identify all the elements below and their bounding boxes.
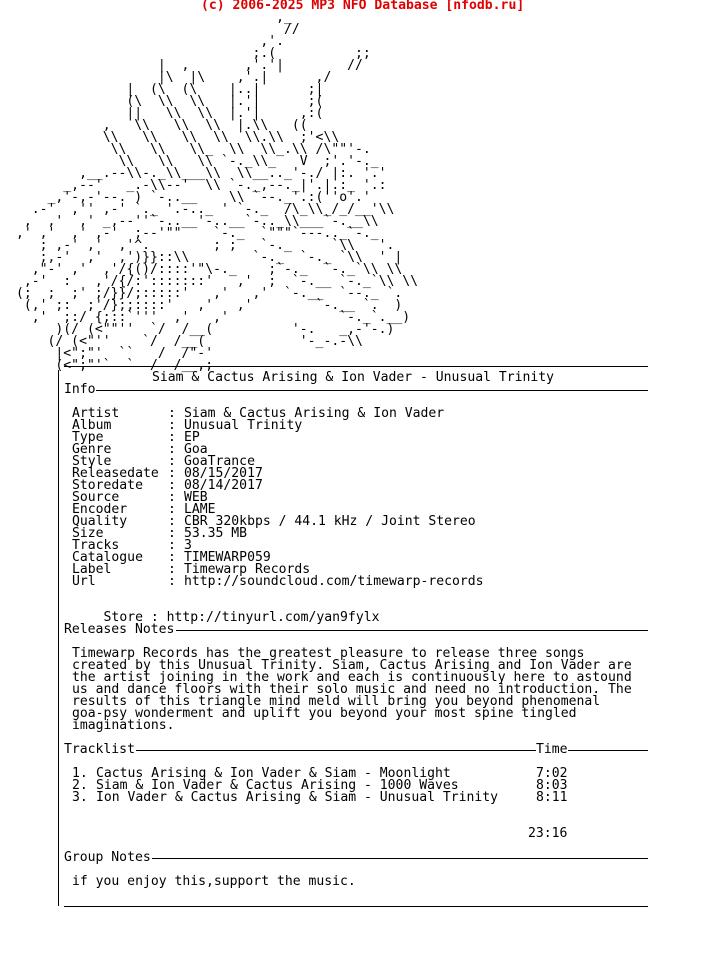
release-notes-line: goa-psy wonderment and uplift you beyond your most spine tingled xyxy=(72,706,577,721)
info-value: Timewarp Records xyxy=(184,562,311,577)
frame-left-border xyxy=(58,370,59,906)
track-number: 1. xyxy=(72,766,88,781)
track-title: Cactus Arising & Ion Vader & Siam - Moonlight xyxy=(96,766,451,781)
info-value: TIMEWARP059 xyxy=(184,550,271,565)
release-notes-line: results of this triangle mind meld will bring you beyond phenomenal xyxy=(72,694,601,709)
info-value: 53.35 MB xyxy=(184,526,248,541)
info-separator: : xyxy=(168,478,176,493)
info-separator: : xyxy=(168,454,176,469)
time-column-rule xyxy=(568,750,648,751)
info-key: Type xyxy=(72,430,104,445)
release-notes-line: created by this Unusual Trinity. Siam, Cactus Arising and Ion Vader are xyxy=(72,658,632,673)
info-value: WEB xyxy=(184,490,208,505)
info-value: 3 xyxy=(184,538,192,553)
track-time: 8:03 xyxy=(536,778,568,793)
info-value: GoaTrance xyxy=(184,454,255,469)
release-notes-line: us and dance floors with their solo music and need no introduction. The xyxy=(72,682,632,697)
info-separator: : xyxy=(168,526,176,541)
section-release-notes-heading: Releases Notes xyxy=(64,622,175,637)
info-value: Goa xyxy=(184,442,208,457)
info-separator: : xyxy=(168,466,176,481)
site-header: (c) 2006-2025 MP3 NFO Database [nfodb.ru] xyxy=(201,0,525,13)
info-value: LAME xyxy=(184,502,216,517)
frame-top-rule xyxy=(64,366,648,367)
info-separator: : xyxy=(168,538,176,553)
info-separator: : xyxy=(168,574,176,589)
release-notes-line: imaginations. xyxy=(72,718,175,733)
store-key: Store xyxy=(103,610,143,625)
section-group-notes-heading: Group Notes xyxy=(64,850,151,865)
info-value: EP xyxy=(184,430,200,445)
release-notes-line: the artist joining in the work and each is continuously here to astound xyxy=(72,670,632,685)
info-key: Genre xyxy=(72,442,112,457)
section-info-rule xyxy=(96,390,648,391)
ascii-art-logo: ,_ // ,'. ;.( ;; | , ,'.'| // |\ |\ ,'.| ,/ | (\ (\ |..| ;| (\ \\ \\ |.'| ;( || \\ \\ |.'| ,:( , \\ \\ \\ |.\\ (( \\ \\ \\ \\ \\.\\ ;'<\\ \\ \\ \\_ \\ \\_.\\ /\""'-. \\ \\ \\ `-._\\_ V ;'.'-._ ,__.--\\-._\\___\\ \\__.._'-./ |:. '.' _,--' _.-\\--' \\ `-._,--._|'.|.:_ '.: _,'-,-'--. ) `-..__ \\ `--._'.:(''o'.' .-' ,'' ,-' `._ '.-.._ ' `-._ /\_\\_/_/__'\\ , ,' ,' _,--''`-..__'-..__`-.._\\___`-.__\\ ,' ,' ,' ,-' ;--'"" `-._ `"""`---.._`-._ ; ,-' ,' ,'^. ; ; `-._ `\\ '. ;,-' ,' ,')}}::\\ `-._ `-._ `\\ ' | ,"-' ,' ,'/{()/::::'"\-._ ;`-._ `-._`\\ \\ ,-' : ,'/{/:':::::::' ,' ; `-.__ `-._`\\ \\ (; ; ;' ;/}}/;:::::' ,' ,' `-.__ `--._ `. (,' ;: ;'/};;::::' ,' ,' `-.__ `. ) ,' ;:/ {;::`''' ,' ,' `-._`.__) )(/ (<""'' `/ /__( '-. _,-'-.) (/ (<"'' `/ /__( '-_-.-\\ |<";"' `` / /"-' (<";"'` ` / /__,; xyxy=(16,10,419,373)
info-url-link[interactable]: http://soundcloud.com/timewarp-records xyxy=(184,574,484,589)
info-separator: : xyxy=(168,406,176,421)
info-value: Siam & Cactus Arising & Ion Vader xyxy=(184,406,445,421)
track-number: 3. xyxy=(72,790,88,805)
info-key: Storedate xyxy=(72,478,143,493)
track-number: 2. xyxy=(72,778,88,793)
info-key: Style xyxy=(72,454,112,469)
info-key: Source xyxy=(72,490,120,505)
info-key: Album xyxy=(72,418,112,433)
info-key: Quality xyxy=(72,514,128,529)
group-notes-text: if you enjoy this,support the music. xyxy=(72,874,356,889)
section-tracklist-rule xyxy=(136,750,536,751)
store-row xyxy=(72,600,380,625)
info-separator: : xyxy=(168,442,176,457)
release-notes-line: Timewarp Records has the greatest pleasure to release three songs xyxy=(72,646,585,661)
info-key: Artist xyxy=(72,406,120,421)
store-link[interactable]: http://tinyurl.com/yan9fylx xyxy=(166,610,380,625)
track-time: 8:11 xyxy=(536,790,568,805)
frame-bottom-rule xyxy=(64,906,648,907)
info-key: Encoder xyxy=(72,502,128,517)
track-title: Ion Vader & Cactus Arising & Siam - Unusual Trinity xyxy=(96,790,499,805)
info-key: Size xyxy=(72,526,104,541)
section-info-heading: Info xyxy=(64,382,96,397)
info-separator: : xyxy=(168,418,176,433)
time-column-heading: Time xyxy=(536,742,568,757)
track-time: 7:02 xyxy=(536,766,568,781)
info-key: Url xyxy=(72,574,96,589)
info-key: Catalogue xyxy=(72,550,143,565)
track-title: Siam & Ion Vader & Cactus Arising - 1000 Waves xyxy=(96,778,459,793)
section-tracklist-heading: Tracklist xyxy=(64,742,135,757)
info-key: Releasedate xyxy=(72,466,159,481)
info-separator: : xyxy=(168,562,176,577)
info-separator: : xyxy=(168,514,176,529)
info-separator: : xyxy=(168,430,176,445)
info-value: 08/15/2017 xyxy=(184,466,263,481)
info-key: Tracks xyxy=(72,538,120,553)
info-separator: : xyxy=(168,490,176,505)
store-separator: : xyxy=(142,610,167,625)
total-time: 23:16 xyxy=(528,826,568,841)
section-release-notes-rule xyxy=(176,630,648,631)
section-group-notes-rule xyxy=(152,858,648,859)
info-key: Label xyxy=(72,562,112,577)
info-separator: : xyxy=(168,550,176,565)
info-value: CBR 320kbps / 44.1 kHz / Joint Stereo xyxy=(184,514,476,529)
info-value: Unusual Trinity xyxy=(184,418,303,433)
info-separator: : xyxy=(168,502,176,517)
release-title: Siam & Cactus Arising & Ion Vader - Unusual Trinity xyxy=(152,370,555,385)
info-value: 08/14/2017 xyxy=(184,478,263,493)
